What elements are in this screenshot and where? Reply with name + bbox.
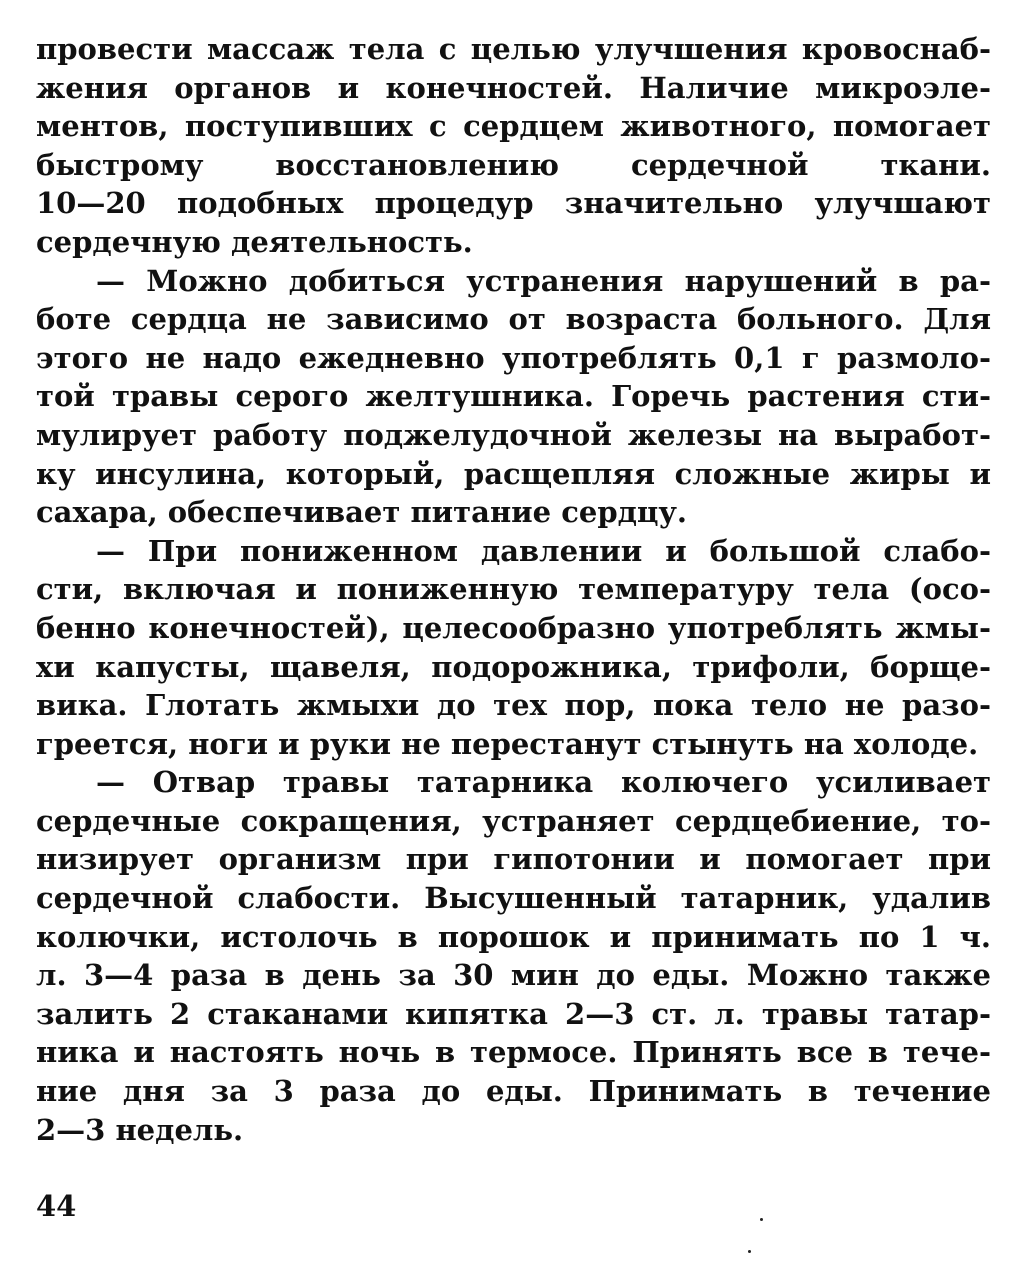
paragraph: [36, 262, 991, 532]
text-line: боте сердца не зависимо от возраста больного. Для: [36, 302, 991, 337]
text-line: вика. Глотать жмыхи до тех пор, пока тело не разо-: [36, 688, 991, 723]
text-line: сти, включая и пониженную температуру тела (осо-: [36, 572, 991, 607]
paragraph: [36, 30, 991, 262]
text-line: греется, ноги и руки не перестанут стынуть на холоде.: [36, 726, 979, 761]
text-line: колючки, истолочь в порошок и принимать по 1 ч.: [36, 919, 991, 954]
text-line: той травы серого желтушника. Горечь растения сти-: [36, 379, 991, 414]
paragraph: [36, 532, 991, 764]
page-text: [36, 30, 991, 1149]
text-line: залить 2 стаканами кипятка 2—3 ст. л. травы татар-: [36, 996, 991, 1031]
text-line: жения органов и конечностей. Наличие микроэле-: [36, 70, 991, 105]
text-line: 2—3 недель.: [36, 1112, 244, 1147]
page-number: 44: [36, 1189, 77, 1223]
text-line: ку инсулина, который, расщепляя сложные жиры и: [36, 456, 991, 491]
text-line: — Можно добиться устранения нарушений в ра-: [96, 263, 991, 298]
scan-speck: [760, 1218, 763, 1221]
text-line: мулирует работу поджелудочной железы на выработ-: [36, 417, 991, 452]
text-line: л. 3—4 раза в день за 30 мин до еды. Можно также: [36, 958, 991, 993]
text-line: ника и настоять ночь в термосе. Принять все в тече-: [36, 1035, 991, 1070]
text-line: — При пониженном давлении и большой слабо-: [96, 533, 991, 568]
text-line: сердечные сокращения, устраняет сердцебиение, то-: [36, 803, 991, 838]
text-line: сердечной слабости. Высушенный татарник, удалив: [36, 881, 991, 916]
text-line: 10—20 подобных процедур значительно улучшают: [36, 186, 991, 221]
text-line: ние дня за 3 раза до еды. Принимать в течение: [36, 1074, 991, 1109]
text-line: ментов, поступивших с сердцем животного, помогает: [36, 109, 991, 144]
text-line: хи капусты, щавеля, подорожника, трифоли, борще-: [36, 649, 991, 684]
text-line: сердечную деятельность.: [36, 224, 473, 259]
text-line: этого не надо ежедневно употреблять 0,1 г размоло-: [36, 340, 991, 375]
text-line: — Отвар травы татарника колючего усиливает: [96, 765, 991, 800]
scan-speck: [748, 1250, 751, 1253]
text-line: бенно конечностей), целесообразно употреблять жмы-: [36, 610, 991, 645]
text-line: провести массаж тела с целью улучшения кровоснаб-: [36, 32, 991, 66]
text-line: быстрому восстановлению сердечной ткани.: [36, 147, 991, 182]
text-line: сахара, обеспечивает питание сердцу.: [36, 495, 688, 530]
paragraph: [36, 763, 991, 1149]
text-line: низирует организм при гипотонии и помогает при: [36, 842, 991, 877]
